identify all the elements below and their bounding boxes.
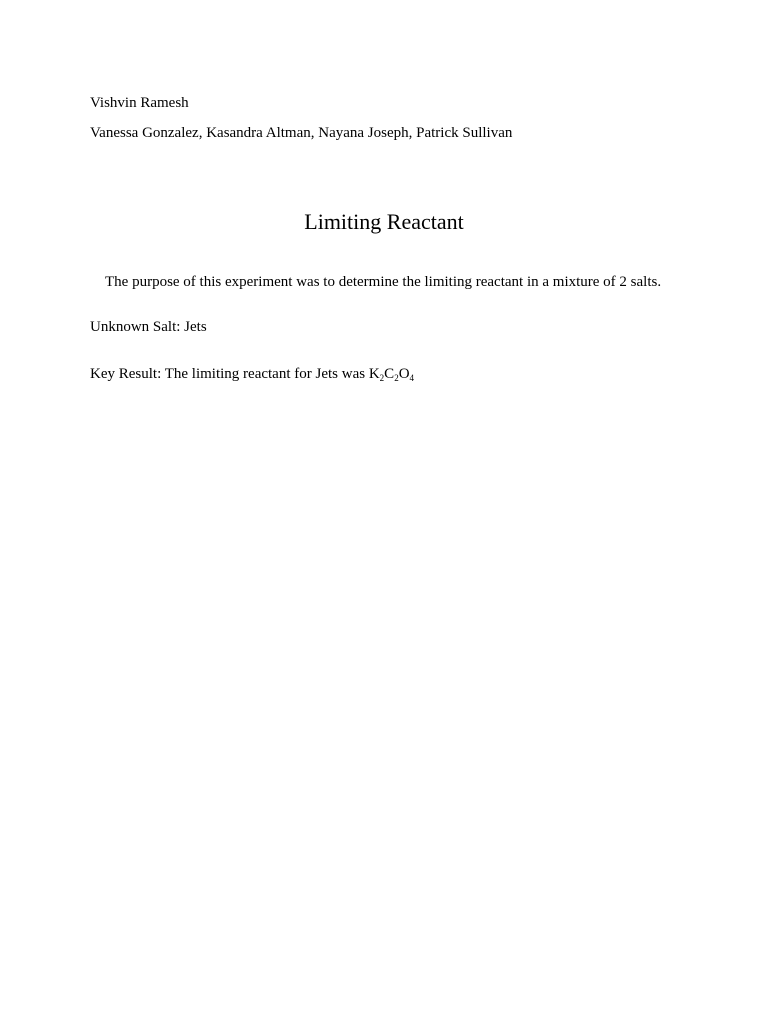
formula-subscript: 2 xyxy=(379,373,385,383)
formula-subscript: 2 xyxy=(394,373,399,383)
document-title: Limiting Reactant xyxy=(304,209,464,234)
author-name: Vishvin Ramesh xyxy=(90,95,189,111)
formula-element: O xyxy=(398,366,410,382)
formula-subscript: 4 xyxy=(409,373,415,383)
chemical-formula xyxy=(369,366,414,382)
key-result-text: Key Result: The limiting reactant for Jets was xyxy=(90,366,369,382)
lab-partners: Vanessa Gonzalez, Kasandra Altman, Nayana Joseph, Patrick Sullivan xyxy=(90,125,513,141)
formula-element: C xyxy=(384,366,395,382)
formula-element: K xyxy=(368,366,380,382)
unknown-salt-line: Unknown Salt: Jets xyxy=(90,319,207,335)
purpose-paragraph: The purpose of this experiment was to determine the limiting reactant in a mixture of 2 salts. xyxy=(105,274,662,290)
key-result-line xyxy=(90,365,414,383)
